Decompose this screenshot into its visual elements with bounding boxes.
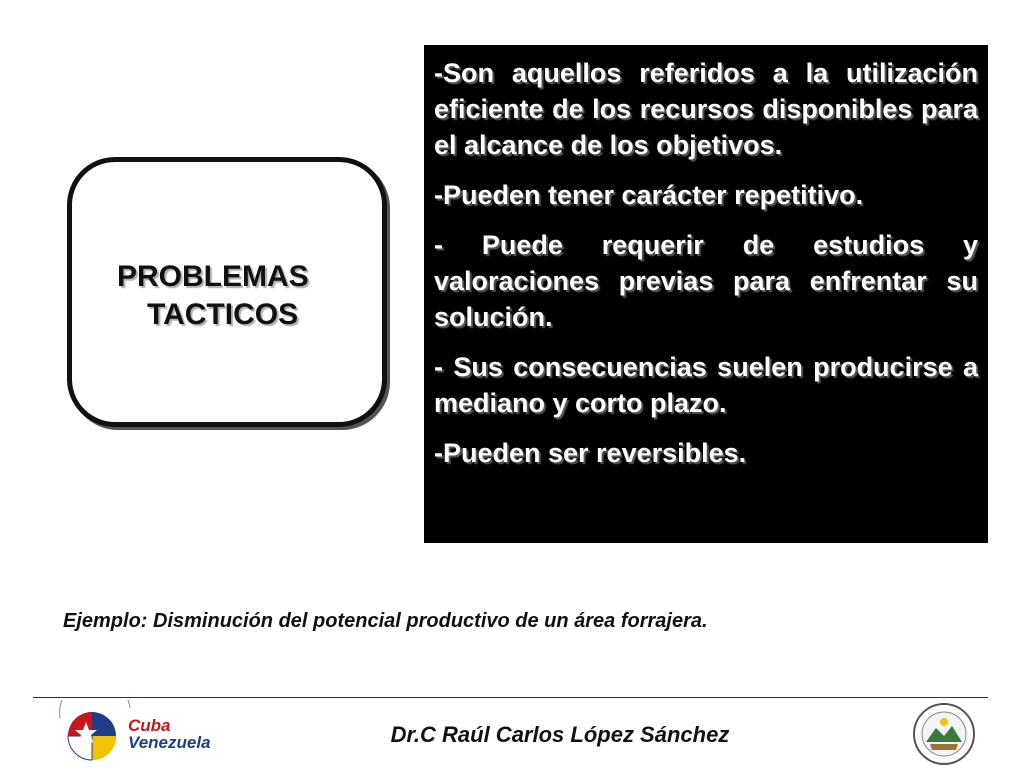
footer-divider bbox=[33, 697, 988, 698]
characteristic-item: -Pueden ser reversibles. bbox=[434, 438, 747, 468]
title-line-2: TACTICOS bbox=[147, 298, 299, 331]
characteristic-item: - Sus consecuencias suelen producirse a mediano y corto plazo. bbox=[434, 352, 978, 418]
characteristic-item: -Son aquellos referidos a la utilización eficiente de los recursos disponibles para el alcance de los objetivos. bbox=[434, 58, 978, 160]
title-line-1: PROBLEMAS bbox=[117, 260, 309, 293]
characteristic-item: -Pueden tener carácter repetitivo. bbox=[434, 180, 864, 210]
characteristics-panel bbox=[424, 45, 988, 543]
author-name: Dr.C Raúl Carlos López Sánchez bbox=[390, 722, 730, 747]
example-text: Ejemplo: Disminución del potencial productivo de un área forrajera. bbox=[63, 610, 708, 632]
logo-word-cuba: Cuba bbox=[128, 716, 171, 735]
characteristic-item: - Puede requerir de estudios y valoraciones previas para enfrentar su solución. bbox=[434, 230, 978, 332]
logo-word-venezuela: Venezuela bbox=[128, 733, 211, 752]
university-seal-logo bbox=[912, 702, 976, 766]
cuba-venezuela-wordmark bbox=[128, 717, 211, 751]
slide-title bbox=[67, 258, 387, 334]
